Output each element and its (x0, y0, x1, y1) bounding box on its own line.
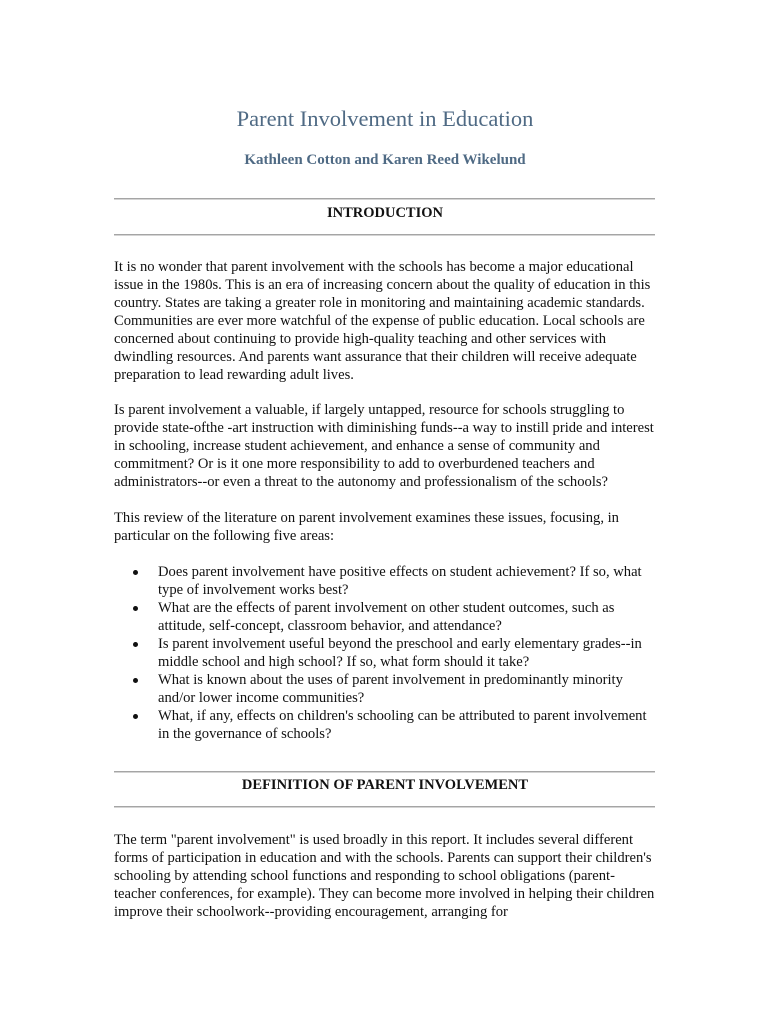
divider (114, 234, 655, 236)
bullet-icon (133, 642, 138, 647)
document-title: Parent Involvement in Education (236, 106, 534, 131)
bullet-icon (133, 606, 138, 611)
divider (114, 771, 655, 773)
list-item (114, 599, 656, 635)
bullet-icon (133, 714, 138, 719)
divider (114, 806, 655, 808)
focus-areas-list (114, 563, 656, 743)
intro-paragraph-2: Is parent involvement a valuable, if largely untapped, resource for schools struggling to provide state-ofthe -art instruction with diminishing funds--a way to instill pride and interest in schooling, increase student achievement, and enhance a sense of community and commitment? Or is it one more responsibility to add to overburdened teachers and administrators--or even a threat to the autonomy and professionalism of the schools? (114, 402, 654, 490)
bullet-icon (133, 570, 138, 575)
list-item (114, 671, 656, 707)
bullet-icon (133, 678, 138, 683)
definition-paragraph: The term "parent involvement" is used broadly in this report. It includes several different forms of participation in education and with the schools. Parents can support their children's schooling by attending school functions and responding to school obligations (parent-teacher conferences, for example). They can become more involved in helping their children improve their schoolwork--providing encouragement, arranging for (114, 832, 655, 920)
section-heading-definition: DEFINITION OF PARENT INVOLVEMENT (241, 777, 529, 793)
intro-paragraph-1: It is no wonder that parent involvement with the schools has become a major educational issue in the 1980s. This is an era of increasing concern about the quality of education in this country. States are taking a greater role in monitoring and maintaining academic standards. Communities are ever more watchful of the expense of public education. Local schools are concerned about continuing to provide high-quality teaching and other services with dwindling resources. And parents want assurance that their children will receive adequate preparation to lead rewarding adult lives. (114, 259, 651, 383)
document-authors: Kathleen Cotton and Karen Reed Wikelund (244, 152, 526, 168)
list-item-text: What is known about the uses of parent involvement in predominantly minority and/or lower income communities? (158, 672, 623, 706)
list-item (114, 635, 656, 671)
list-item-text: Is parent involvement useful beyond the preschool and early elementary grades--in middle school and high school? If so, what form should it take? (158, 636, 642, 670)
intro-paragraph-3: This review of the literature on parent involvement examines these issues, focusing, in particular on the following five areas: (114, 510, 619, 544)
list-item-text: What are the effects of parent involvement on other student outcomes, such as attitude, self-concept, classroom behavior, and attendance? (158, 600, 615, 634)
list-item (114, 563, 656, 599)
section-heading-introduction: INTRODUCTION (326, 205, 443, 221)
list-item-text: What, if any, effects on children's schooling can be attributed to parent involvement in the governance of schools? (158, 708, 647, 742)
list-item-text: Does parent involvement have positive effects on student achievement? If so, what type of involvement works best? (158, 564, 642, 598)
list-item (114, 707, 656, 743)
divider (114, 198, 655, 200)
